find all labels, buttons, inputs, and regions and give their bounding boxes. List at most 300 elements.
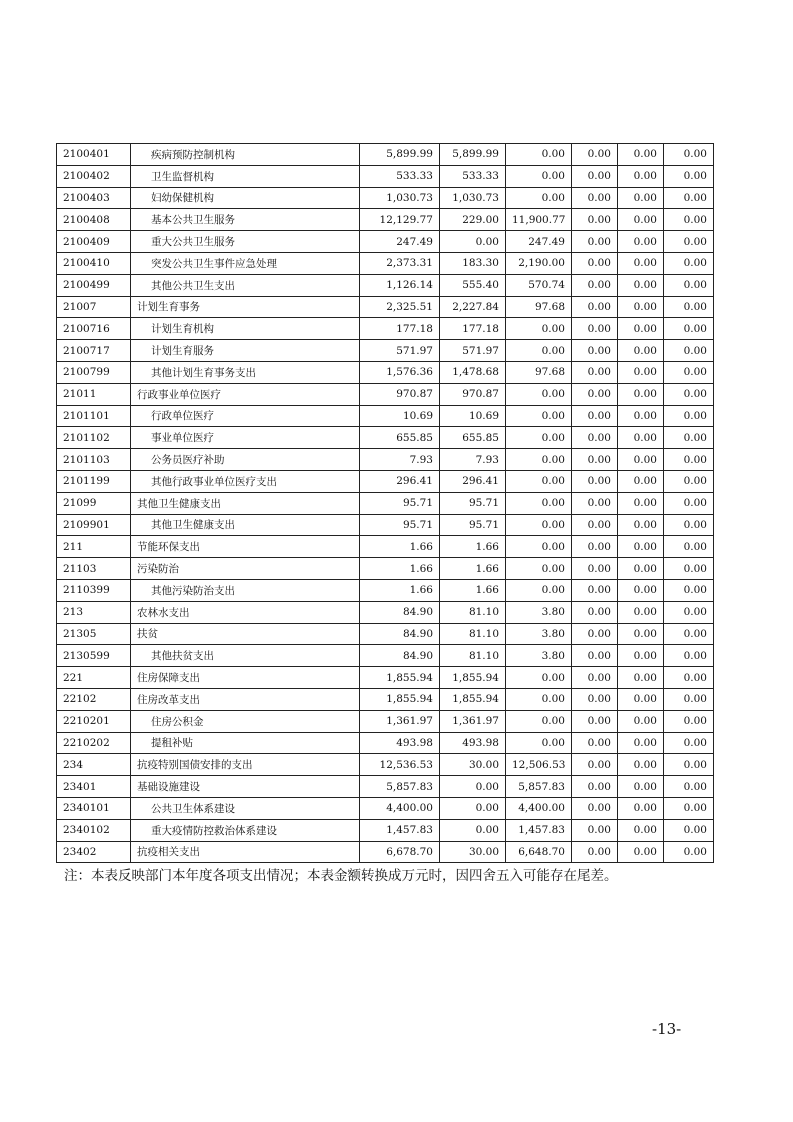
amount-cell: 84.90 [360,601,440,623]
amount-cell: 1,457.83 [506,819,572,841]
amount-cell: 0.00 [572,340,618,362]
subject-code-cell: 2100717 [57,340,131,362]
amount-cell: 0.00 [618,383,664,405]
amount-cell: 0.00 [618,667,664,689]
amount-cell: 95.71 [360,492,440,514]
amount-cell: 0.00 [618,819,664,841]
subject-name-cell: 重大疫情防控救治体系建设 [131,819,360,841]
amount-cell: 0.00 [506,579,572,601]
amount-cell: 0.00 [618,623,664,645]
amount-cell: 0.00 [664,623,714,645]
subject-code-cell: 2100499 [57,274,131,296]
amount-cell: 0.00 [664,514,714,536]
amount-cell: 247.49 [506,231,572,253]
amount-cell: 0.00 [664,449,714,471]
amount-cell: 1.66 [360,558,440,580]
table-row [57,514,714,536]
subject-name-cell: 计划生育机构 [131,318,360,340]
amount-cell: 1.66 [440,579,506,601]
subject-code-cell: 21305 [57,623,131,645]
amount-cell: 0.00 [664,841,714,863]
amount-cell: 0.00 [664,296,714,318]
amount-cell: 0.00 [506,710,572,732]
amount-cell: 30.00 [440,841,506,863]
table-row [57,209,714,231]
table-row [57,383,714,405]
amount-cell: 555.40 [440,274,506,296]
page-number: -13- [652,1020,682,1038]
amount-cell: 970.87 [440,383,506,405]
subject-code-cell: 221 [57,667,131,689]
subject-name-cell: 扶贫 [131,623,360,645]
amount-cell: 0.00 [506,165,572,187]
table-row [57,361,714,383]
subject-code-cell: 2100401 [57,144,131,166]
amount-cell: 0.00 [572,645,618,667]
amount-cell: 0.00 [618,558,664,580]
amount-cell: 1,855.94 [440,667,506,689]
amount-cell: 247.49 [360,231,440,253]
amount-cell: 6,678.70 [360,841,440,863]
amount-cell: 0.00 [572,296,618,318]
amount-cell: 0.00 [506,340,572,362]
expenditure-table [56,143,714,863]
amount-cell: 0.00 [572,558,618,580]
amount-cell: 1,855.94 [360,667,440,689]
amount-cell: 0.00 [618,514,664,536]
subject-code-cell: 21007 [57,296,131,318]
table-row [57,797,714,819]
amount-cell: 0.00 [572,449,618,471]
subject-code-cell: 2130599 [57,645,131,667]
amount-cell: 0.00 [664,558,714,580]
amount-cell: 0.00 [618,579,664,601]
amount-cell: 1,855.94 [360,688,440,710]
amount-cell: 0.00 [618,776,664,798]
table-row [57,318,714,340]
amount-cell: 1,126.14 [360,274,440,296]
amount-cell: 0.00 [664,667,714,689]
subject-code-cell: 21011 [57,383,131,405]
amount-cell: 970.87 [360,383,440,405]
amount-cell: 0.00 [664,470,714,492]
amount-cell: 0.00 [440,819,506,841]
amount-cell: 5,899.99 [440,144,506,166]
subject-name-cell: 农林水支出 [131,601,360,623]
amount-cell: 0.00 [440,231,506,253]
subject-name-cell: 其他卫生健康支出 [131,514,360,536]
amount-cell: 0.00 [506,558,572,580]
amount-cell: 0.00 [664,383,714,405]
amount-cell: 1,478.68 [440,361,506,383]
amount-cell: 0.00 [572,492,618,514]
amount-cell: 84.90 [360,645,440,667]
amount-cell: 0.00 [572,579,618,601]
amount-cell: 0.00 [440,797,506,819]
amount-cell: 493.98 [360,732,440,754]
amount-cell: 1.66 [440,536,506,558]
amount-cell: 0.00 [618,405,664,427]
subject-name-cell: 抗疫相关支出 [131,841,360,863]
amount-cell: 0.00 [506,470,572,492]
subject-name-cell: 公务员医疗补助 [131,449,360,471]
subject-code-cell: 2101199 [57,470,131,492]
amount-cell: 0.00 [506,514,572,536]
subject-name-cell: 基本公共卫生服务 [131,209,360,231]
amount-cell: 0.00 [618,361,664,383]
amount-cell: 655.85 [360,427,440,449]
amount-cell: 0.00 [618,688,664,710]
amount-cell: 0.00 [618,209,664,231]
amount-cell: 0.00 [618,274,664,296]
table-row [57,841,714,863]
amount-cell: 0.00 [618,710,664,732]
table-row [57,688,714,710]
subject-name-cell: 计划生育服务 [131,340,360,362]
amount-cell: 4,400.00 [360,797,440,819]
amount-cell: 0.00 [572,252,618,274]
amount-cell: 1,361.97 [440,710,506,732]
subject-name-cell: 重大公共卫生服务 [131,231,360,253]
amount-cell: 0.00 [572,361,618,383]
amount-cell: 0.00 [664,732,714,754]
table-row [57,231,714,253]
amount-cell: 533.33 [360,165,440,187]
amount-cell: 0.00 [664,340,714,362]
subject-name-cell: 妇幼保健机构 [131,187,360,209]
table-row [57,710,714,732]
amount-cell: 0.00 [572,231,618,253]
table-row [57,470,714,492]
amount-cell: 0.00 [664,797,714,819]
table-row [57,776,714,798]
subject-name-cell: 住房保障支出 [131,667,360,689]
amount-cell: 7.93 [440,449,506,471]
amount-cell: 0.00 [664,427,714,449]
subject-name-cell: 其他公共卫生支出 [131,274,360,296]
subject-name-cell: 疾病预防控制机构 [131,144,360,166]
amount-cell: 3.80 [506,623,572,645]
amount-cell: 11,900.77 [506,209,572,231]
amount-cell: 0.00 [618,841,664,863]
amount-cell: 0.00 [664,601,714,623]
amount-cell: 296.41 [440,470,506,492]
amount-cell: 0.00 [506,732,572,754]
subject-code-cell: 2100716 [57,318,131,340]
amount-cell: 12,536.53 [360,754,440,776]
amount-cell: 0.00 [572,667,618,689]
amount-cell: 1,030.73 [440,187,506,209]
amount-cell: 0.00 [572,514,618,536]
subject-name-cell: 提租补贴 [131,732,360,754]
table-row [57,252,714,274]
amount-cell: 0.00 [572,144,618,166]
subject-code-cell: 2101103 [57,449,131,471]
subject-code-cell: 21099 [57,492,131,514]
amount-cell: 84.90 [360,623,440,645]
subject-code-cell: 211 [57,536,131,558]
table-footnote: 注：本表反映部门本年度各项支出情况；本表金额转换成万元时，因四舍五入可能存在尾差。 [64,868,618,884]
subject-code-cell: 2100409 [57,231,131,253]
table-row [57,427,714,449]
amount-cell: 5,857.83 [506,776,572,798]
amount-cell: 95.71 [440,492,506,514]
amount-cell: 0.00 [618,797,664,819]
subject-name-cell: 其他扶贫支出 [131,645,360,667]
amount-cell: 0.00 [506,449,572,471]
table-row [57,492,714,514]
amount-cell: 0.00 [506,144,572,166]
amount-cell: 0.00 [572,841,618,863]
amount-cell: 0.00 [664,231,714,253]
amount-cell: 3.80 [506,601,572,623]
amount-cell: 0.00 [572,710,618,732]
table-row [57,645,714,667]
subject-name-cell: 行政事业单位医疗 [131,383,360,405]
amount-cell: 0.00 [506,688,572,710]
subject-name-cell: 其他行政事业单位医疗支出 [131,470,360,492]
amount-cell: 2,373.31 [360,252,440,274]
subject-name-cell: 公共卫生体系建设 [131,797,360,819]
subject-code-cell: 2340102 [57,819,131,841]
amount-cell: 0.00 [664,536,714,558]
amount-cell: 0.00 [440,776,506,798]
subject-code-cell: 2210201 [57,710,131,732]
amount-cell: 0.00 [618,231,664,253]
amount-cell: 0.00 [664,274,714,296]
amount-cell: 5,899.99 [360,144,440,166]
amount-cell: 0.00 [506,405,572,427]
amount-cell: 183.30 [440,252,506,274]
amount-cell: 0.00 [664,209,714,231]
amount-cell: 0.00 [618,144,664,166]
amount-cell: 0.00 [572,797,618,819]
table-row [57,165,714,187]
amount-cell: 0.00 [572,274,618,296]
amount-cell: 0.00 [572,165,618,187]
amount-cell: 97.68 [506,296,572,318]
amount-cell: 0.00 [618,340,664,362]
amount-cell: 571.97 [360,340,440,362]
amount-cell: 0.00 [506,383,572,405]
amount-cell: 0.00 [664,144,714,166]
amount-cell: 0.00 [506,187,572,209]
amount-cell: 2,190.00 [506,252,572,274]
amount-cell: 571.97 [440,340,506,362]
table-row [57,187,714,209]
amount-cell: 0.00 [506,318,572,340]
subject-name-cell: 卫生监督机构 [131,165,360,187]
amount-cell: 0.00 [618,318,664,340]
amount-cell: 0.00 [618,449,664,471]
subject-name-cell: 住房公积金 [131,710,360,732]
subject-code-cell: 2100402 [57,165,131,187]
table-row [57,579,714,601]
amount-cell: 97.68 [506,361,572,383]
amount-cell: 0.00 [572,383,618,405]
subject-code-cell: 2101101 [57,405,131,427]
amount-cell: 0.00 [572,209,618,231]
subject-name-cell: 污染防治 [131,558,360,580]
amount-cell: 0.00 [664,187,714,209]
amount-cell: 0.00 [664,710,714,732]
amount-cell: 0.00 [618,732,664,754]
amount-cell: 0.00 [506,667,572,689]
amount-cell: 0.00 [664,754,714,776]
table-row [57,667,714,689]
table-row [57,601,714,623]
amount-cell: 30.00 [440,754,506,776]
subject-name-cell: 抗疫特别国债安排的支出 [131,754,360,776]
amount-cell: 0.00 [506,536,572,558]
amount-cell: 0.00 [618,187,664,209]
amount-cell: 3.80 [506,645,572,667]
amount-cell: 0.00 [618,427,664,449]
amount-cell: 0.00 [618,754,664,776]
subject-name-cell: 突发公共卫生事件应急处理 [131,252,360,274]
amount-cell: 0.00 [572,470,618,492]
amount-cell: 0.00 [664,252,714,274]
amount-cell: 493.98 [440,732,506,754]
subject-code-cell: 23402 [57,841,131,863]
amount-cell: 1.66 [360,579,440,601]
amount-cell: 0.00 [572,536,618,558]
subject-code-cell: 2340101 [57,797,131,819]
amount-cell: 10.69 [440,405,506,427]
subject-name-cell: 其他卫生健康支出 [131,492,360,514]
subject-code-cell: 213 [57,601,131,623]
amount-cell: 81.10 [440,601,506,623]
amount-cell: 0.00 [618,165,664,187]
amount-cell: 10.69 [360,405,440,427]
amount-cell: 81.10 [440,645,506,667]
amount-cell: 0.00 [664,819,714,841]
amount-cell: 177.18 [360,318,440,340]
amount-cell: 570.74 [506,274,572,296]
table-row [57,405,714,427]
table-body [57,144,714,863]
subject-name-cell: 基础设施建设 [131,776,360,798]
amount-cell: 177.18 [440,318,506,340]
amount-cell: 5,857.83 [360,776,440,798]
subject-code-cell: 2100410 [57,252,131,274]
amount-cell: 2,325.51 [360,296,440,318]
amount-cell: 0.00 [572,688,618,710]
subject-code-cell: 2100408 [57,209,131,231]
subject-name-cell: 住房改革支出 [131,688,360,710]
amount-cell: 0.00 [664,688,714,710]
amount-cell: 0.00 [618,601,664,623]
amount-cell: 1,030.73 [360,187,440,209]
table-row [57,754,714,776]
table-row [57,296,714,318]
table-row [57,558,714,580]
amount-cell: 7.93 [360,449,440,471]
amount-cell: 0.00 [618,252,664,274]
amount-cell: 12,506.53 [506,754,572,776]
amount-cell: 0.00 [664,645,714,667]
amount-cell: 2,227.84 [440,296,506,318]
subject-code-cell: 2210202 [57,732,131,754]
amount-cell: 1,361.97 [360,710,440,732]
amount-cell: 6,648.70 [506,841,572,863]
amount-cell: 1.66 [360,536,440,558]
amount-cell: 4,400.00 [506,797,572,819]
amount-cell: 0.00 [664,492,714,514]
amount-cell: 0.00 [664,165,714,187]
amount-cell: 0.00 [572,732,618,754]
subject-code-cell: 2109901 [57,514,131,536]
amount-cell: 0.00 [572,601,618,623]
amount-cell: 0.00 [572,187,618,209]
table-row [57,819,714,841]
amount-cell: 0.00 [506,492,572,514]
subject-code-cell: 2100799 [57,361,131,383]
amount-cell: 0.00 [664,361,714,383]
amount-cell: 0.00 [572,427,618,449]
amount-cell: 0.00 [572,819,618,841]
table-row [57,274,714,296]
subject-code-cell: 2110399 [57,579,131,601]
amount-cell: 0.00 [618,470,664,492]
subject-code-cell: 2101102 [57,427,131,449]
subject-code-cell: 2100403 [57,187,131,209]
table-row [57,536,714,558]
amount-cell: 12,129.77 [360,209,440,231]
amount-cell: 0.00 [664,405,714,427]
amount-cell: 95.71 [440,514,506,536]
subject-name-cell: 事业单位医疗 [131,427,360,449]
amount-cell: 0.00 [618,645,664,667]
subject-name-cell: 其他污染防治支出 [131,579,360,601]
table-row [57,144,714,166]
amount-cell: 1.66 [440,558,506,580]
amount-cell: 0.00 [572,405,618,427]
amount-cell: 1,576.36 [360,361,440,383]
amount-cell: 0.00 [664,579,714,601]
subject-code-cell: 23401 [57,776,131,798]
table-row [57,449,714,471]
amount-cell: 0.00 [572,776,618,798]
amount-cell: 229.00 [440,209,506,231]
subject-name-cell: 节能环保支出 [131,536,360,558]
amount-cell: 0.00 [618,296,664,318]
amount-cell: 81.10 [440,623,506,645]
table-row [57,732,714,754]
amount-cell: 0.00 [618,492,664,514]
amount-cell: 0.00 [572,754,618,776]
amount-cell: 655.85 [440,427,506,449]
subject-name-cell: 行政单位医疗 [131,405,360,427]
table-row [57,623,714,645]
amount-cell: 0.00 [618,536,664,558]
amount-cell: 95.71 [360,514,440,536]
subject-code-cell: 22102 [57,688,131,710]
subject-code-cell: 234 [57,754,131,776]
amount-cell: 0.00 [664,776,714,798]
table-row [57,340,714,362]
amount-cell: 533.33 [440,165,506,187]
amount-cell: 1,855.94 [440,688,506,710]
subject-name-cell: 计划生育事务 [131,296,360,318]
amount-cell: 0.00 [572,623,618,645]
amount-cell: 0.00 [506,427,572,449]
amount-cell: 296.41 [360,470,440,492]
subject-name-cell: 其他计划生育事务支出 [131,361,360,383]
amount-cell: 0.00 [664,318,714,340]
subject-code-cell: 21103 [57,558,131,580]
amount-cell: 0.00 [572,318,618,340]
